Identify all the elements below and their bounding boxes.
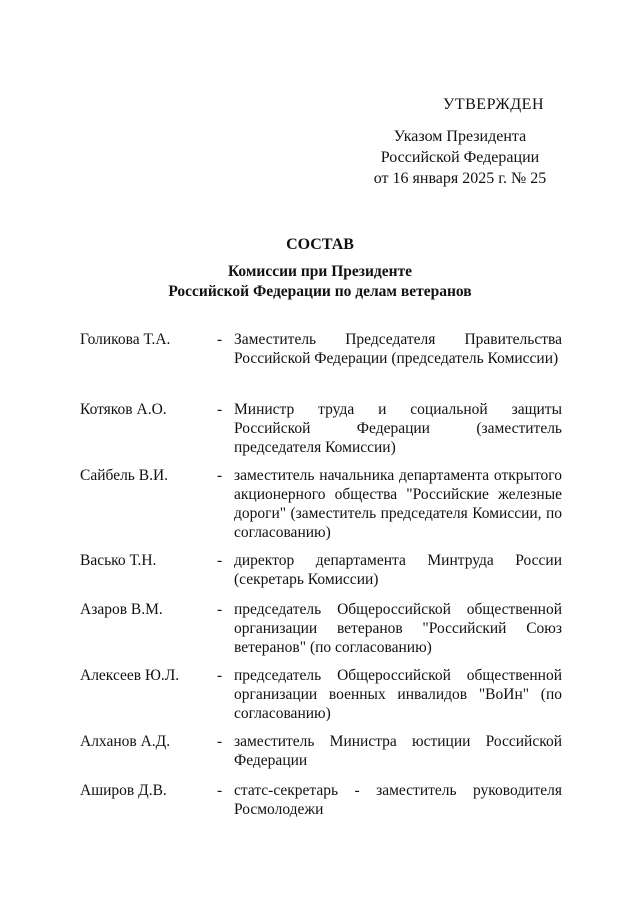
member-dash: - <box>217 552 223 569</box>
subtitle-line-1: Комиссии при Президенте <box>227 263 413 280</box>
member-dash: - <box>217 331 223 348</box>
member-row <box>80 551 562 600</box>
member-dash: - <box>217 401 223 418</box>
member-dash: - <box>217 667 223 684</box>
member-name: Сайбель В.И. <box>80 467 169 484</box>
member-row <box>80 666 562 732</box>
approval-date-line: от 16 января 2025 г. № 25 <box>373 170 547 187</box>
member-dash: - <box>217 601 223 618</box>
member-dash: - <box>217 782 223 799</box>
document-title: СОСТАВ <box>286 236 354 253</box>
member-name: Аширов Д.В. <box>80 782 167 799</box>
member-row <box>80 781 562 830</box>
member-row <box>80 400 562 466</box>
member-name: Котяков А.О. <box>80 401 167 418</box>
member-row <box>80 732 562 781</box>
approval-stamp <box>360 94 560 189</box>
member-row <box>80 466 562 551</box>
approval-decree-line: Указом Президента <box>393 128 527 145</box>
member-role: председатель Общероссийской общественной организации военных инвалидов "ВоИн" (по согласованию) <box>234 667 562 722</box>
member-role: Заместитель Председателя Правительства Российской Федерации (председатель Комиссии) <box>234 331 562 367</box>
member-dash: - <box>217 467 223 484</box>
member-dash: - <box>217 733 223 750</box>
member-role: заместитель Министра юстиции Российской Федерации <box>234 733 562 769</box>
member-role: статс-секретарь - заместитель руководителя Росмолодежи <box>234 782 562 818</box>
member-name: Голикова Т.А. <box>80 331 171 348</box>
member-role: председатель Общероссийской общественной организации ветеранов "Российский Союз ветеранов" (по согласованию) <box>234 601 562 656</box>
member-name: Алексеев Ю.Л. <box>80 667 180 684</box>
member-name: Васько Т.Н. <box>80 552 157 569</box>
document-subtitle <box>0 262 640 302</box>
approval-status: УТВЕРЖДЕН <box>443 96 544 113</box>
subtitle-line-2: Российской Федерации по делам ветеранов <box>168 283 472 300</box>
member-name: Алханов А.Д. <box>80 733 171 750</box>
member-role: директор департамента Минтруда России (секретарь Комиссии) <box>234 552 562 588</box>
member-row <box>80 330 562 400</box>
approval-country-line: Российской Федерации <box>380 149 540 166</box>
member-role: Министр труда и социальной защиты Российской Федерации (заместитель председателя Комиссии) <box>234 401 562 456</box>
member-name: Азаров В.М. <box>80 601 163 618</box>
member-row <box>80 600 562 666</box>
members-list <box>80 330 562 830</box>
member-role: заместитель начальника департамента открытого акционерного общества "Российские железные дороги" (заместитель председателя Комиссии, по согласованию) <box>234 467 562 541</box>
